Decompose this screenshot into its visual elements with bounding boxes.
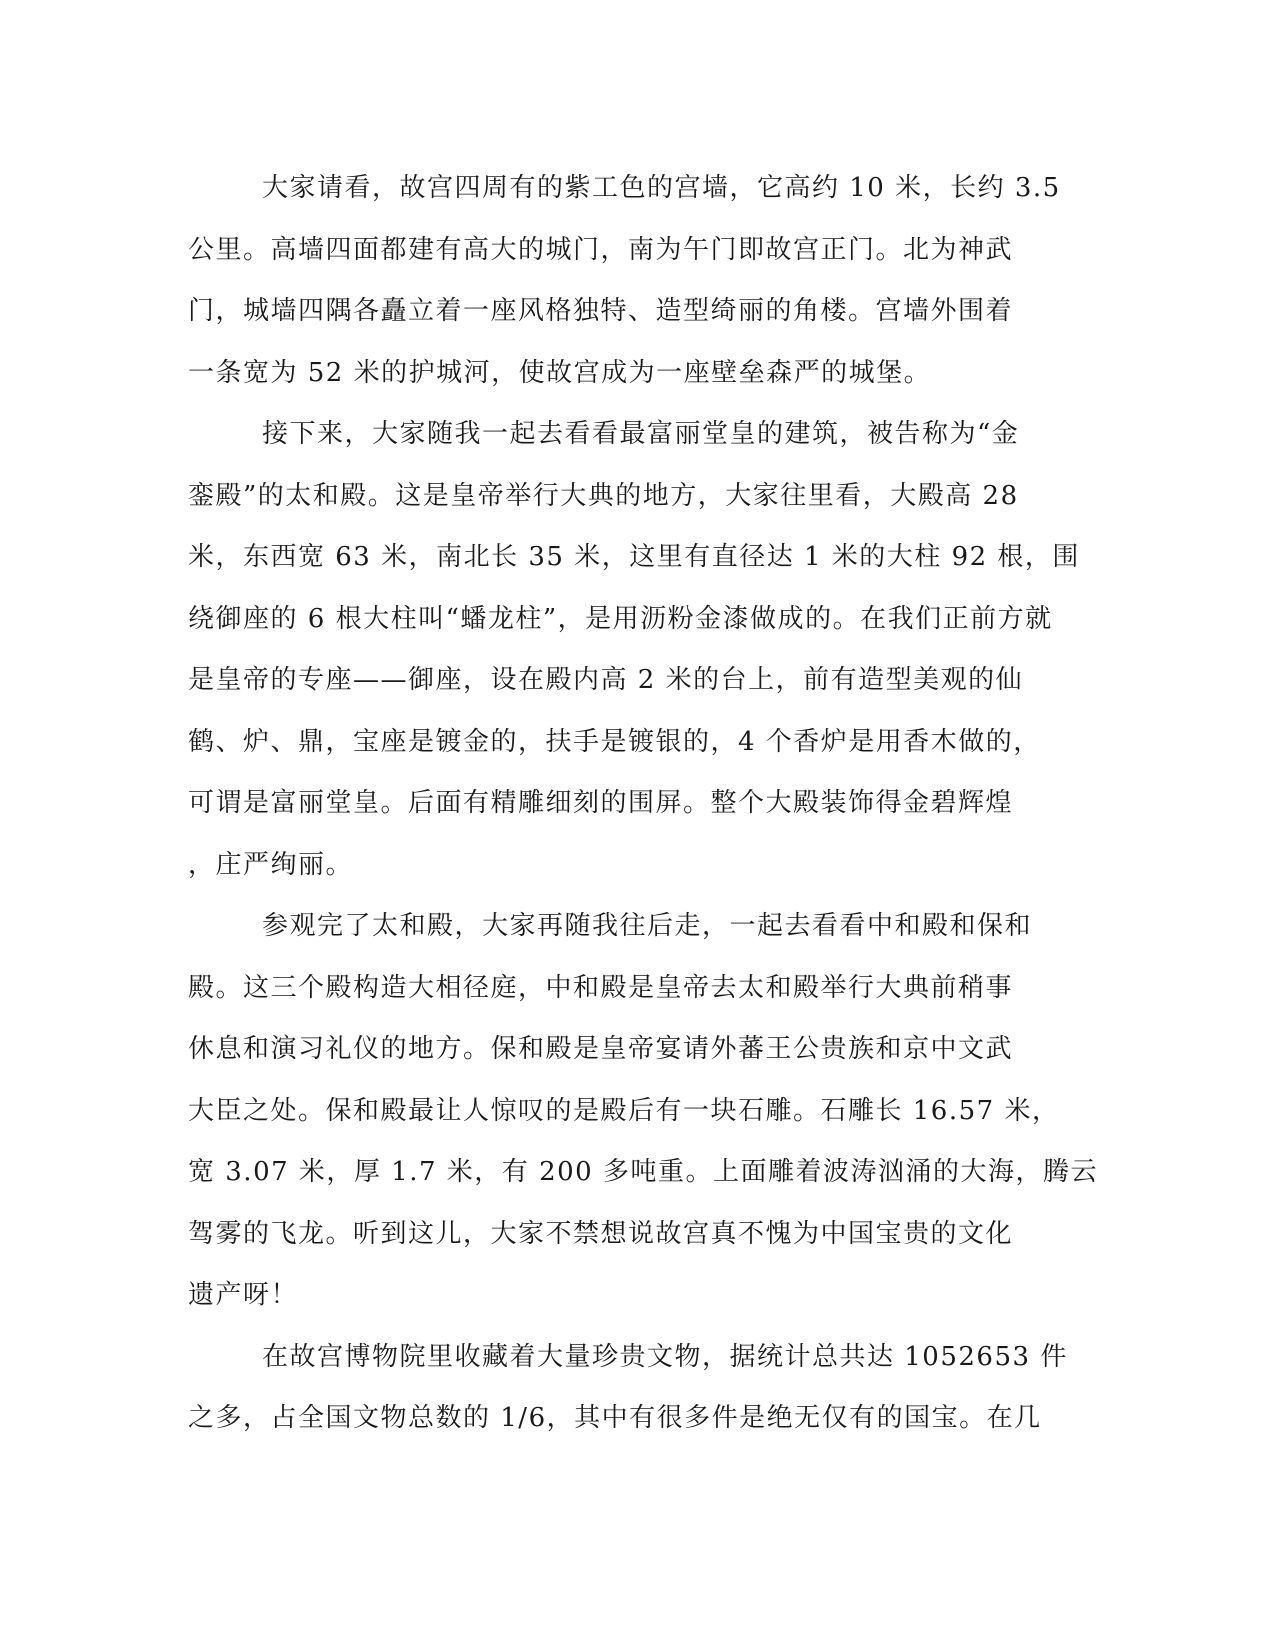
text-line: 是皇帝的专座——御座，设在殿内高 2 米的台上，前有造型美观的仙: [188, 665, 1024, 695]
text-line: 銮殿”的太和殿。这是皇帝举行大典的地方，大家往里看，大殿高 28: [188, 480, 1019, 511]
text-line: 鹤、炉、鼎，宝座是镀金的，扶手是镀银的，4 个香炉是用香木做的，: [188, 726, 1041, 757]
text-line: 绕御座的 6 根大柱叫“蟠龙柱”，是用沥粉金漆做成的。在我们正前方就: [188, 603, 1053, 634]
text-line: 大臣之处。保和殿最让人惊叹的是殿后有一块石雕。石雕长 16.57 米，: [188, 1095, 1060, 1126]
text-line: 接下来，大家随我一起去看看最富丽堂皇的建筑，被告称为“金: [262, 419, 1020, 449]
paragraph-museum-collection: [188, 1327, 1068, 1450]
text-line: 之多，占全国文物总数的 1/6，其中有很多件是绝无仅有的国宝。在几: [188, 1403, 1042, 1433]
text-line: 一条宽为 52 米的护城河，使故宫成为一座壁垒森严的城堡。: [188, 357, 932, 388]
text-line: 公里。高墙四面都建有高大的城门，南为午门即故宫正门。北为神武: [188, 234, 1014, 265]
text-line: 休息和演习礼仪的地方。保和殿是皇帝宴请外蕃王公贵族和京中文武: [188, 1034, 1014, 1064]
text-line: 在故宫博物院里收藏着大量珍贵文物，据统计总共达 1052653 件: [262, 1341, 1068, 1372]
paragraph-taihe-hall: [188, 404, 1080, 896]
text-line: 大家请看，故宫四周有的紫工色的宫墙，它高约 10 米，长约 3.5: [262, 173, 1061, 203]
text-line: 遗产呀！: [188, 1280, 299, 1310]
paragraph-palace-walls: [188, 158, 1068, 404]
paragraph-zhonghe-baohe-halls: [188, 896, 1098, 1327]
text-line: 门，城墙四隅各矗立着一座风格独特、造型绮丽的角楼。宫墙外围着: [188, 296, 1014, 326]
text-line: 殿。这三个殿构造大相径庭，中和殿是皇帝去太和殿举行大典前稍事: [188, 972, 1014, 1003]
text-line: 宽 3.07 米，厚 1.7 米，有 200 多吨重。上面雕着波涛汹涌的大海，腾云: [188, 1157, 1098, 1187]
text-line: 可谓是富丽堂皇。后面有精雕细刻的围屏。整个大殿装饰得金碧辉煌: [188, 788, 1014, 818]
text-line: 米，东西宽 63 米，南北长 35 米，这里有直径达 1 米的大柱 92 根，围: [188, 542, 1080, 572]
document-body: [188, 158, 1098, 1450]
text-line: ，庄严绚丽。: [188, 849, 354, 880]
text-line: 驾雾的飞龙。听到这儿，大家不禁想说故宫真不愧为中国宝贵的文化: [188, 1218, 1014, 1249]
text-line: 参观完了太和殿，大家再随我往后走，一起去看看中和殿和保和: [262, 911, 1033, 941]
